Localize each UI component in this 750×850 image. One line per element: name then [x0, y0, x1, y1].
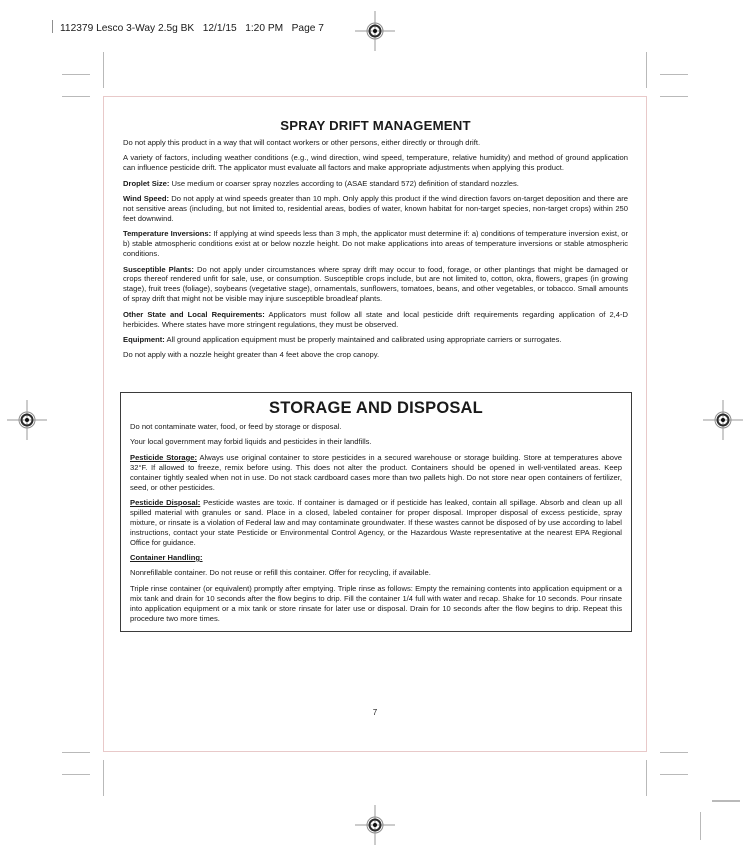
- storage-and-disposal-box: [120, 392, 632, 632]
- equipment-label: Equipment:: [123, 335, 165, 344]
- registration-center-dot: [373, 29, 377, 33]
- proof-header-slug: [52, 20, 324, 34]
- crop-mark-bottom-right-horizontal-lower: [660, 774, 688, 775]
- temperature-inversions-label: Temperature Inversions:: [123, 229, 212, 239]
- droplet-size-label: Droplet Size:: [123, 178, 170, 188]
- nonrefillable-paragraph: Nonrefillable container. Do not reuse or refill this container. Offer for recycling, if available.: [130, 568, 431, 578]
- pesticide-disposal-paragraph: [130, 498, 622, 548]
- landfills-paragraph: Your local government may forbid liquids and pesticides in their landfills.: [130, 437, 372, 447]
- equipment-text: All ground application equipment must be properly maintained and calibrated using appropriate carriers or surrogates.: [164, 335, 562, 344]
- other-state-paragraph: [123, 310, 628, 330]
- crop-mark-bottom-right-horizontal-upper: [660, 752, 688, 753]
- registration-center-dot: [721, 418, 725, 422]
- pesticide-storage-label: Pesticide Storage:: [130, 452, 198, 462]
- droplet-size-paragraph: [123, 179, 628, 189]
- droplet-size-text: Use medium or coarser spray nozzles according to (ASAE standard 572) definition of standard nozzles.: [169, 178, 519, 188]
- triple-rinse-paragraph: Triple rinse container (or equivalent) promptly after emptying. Triple rinse as follows: Empty the remaining contents into application equipment or a mix tank and drain for 10 seconds after the flow begins to drip. Fill the container 1/4 full with water and recap. Shake for 10 seconds. Pour rinsate into application equipment or a mix tank or store rinsate for later use or disposal. Drain for 10 seconds after the flow begins to drip. Repeat this procedure two more times.: [130, 583, 622, 623]
- susceptible-plants-text: Do not apply under circumstances where spray drift may occur to food, forage, or other plantings that might be damaged or crops thereof rendered unfit for sale, use, or consumption. Susceptible crops include, but are not limited to, cotton, okra, flowers, grapes (in growing stage), fruit trees (foliage), soybeans (vegetative stage), ornamentals, sunflowers, tomatoes, beans, and other vegetables, or tobacco. Small amounts of spray drift that might not be visible may injure susceptible broadleaf plants.: [123, 264, 628, 304]
- pesticide-disposal-label: Pesticide Disposal:: [130, 497, 201, 507]
- slug-rule: [52, 20, 53, 33]
- crop-mark-top-right-horizontal-upper: [660, 74, 688, 75]
- container-handling-heading: [130, 553, 622, 563]
- crop-mark-top-right-horizontal-lower: [660, 96, 688, 97]
- crop-mark-far-bottom-right-horizontal: [712, 800, 740, 802]
- crop-mark-bottom-left-horizontal-lower: [62, 774, 90, 775]
- crop-mark-bottom-right-vertical: [646, 760, 647, 796]
- crop-mark-top-left-horizontal-lower: [62, 96, 90, 97]
- spray-drift-section: [123, 118, 628, 360]
- registration-mark-top: [362, 18, 388, 44]
- contaminate-paragraph: Do not contaminate water, food, or feed by storage or disposal.: [130, 422, 342, 431]
- crop-mark-top-left-horizontal-upper: [62, 74, 90, 75]
- spray-drift-factors: A variety of factors, including weather conditions (e.g., wind direction, wind speed, temperature, relative humidity) and method of ground application can influence pesticide drift. The applicator must evaluate all factors and make appropriate adjustments when applying this product.: [123, 153, 628, 173]
- equipment-paragraph: [123, 335, 628, 345]
- susceptible-plants-label: Susceptible Plants:: [123, 264, 194, 274]
- page-number: 7: [372, 708, 378, 717]
- other-state-label: Other State and Local Requirements:: [123, 309, 265, 319]
- spray-drift-title: SPRAY DRIFT MANAGEMENT: [280, 118, 471, 133]
- pesticide-disposal-text: Pesticide wastes are toxic. If container is damaged or if pesticide has leaked, contain all spillage. Absorb and clean up all spilled material with granules or sand. Place in a closed, labeled container for proper disposal. Improper disposal of excess pesticide, spray mixture, or rinsate is a violation of Federal law and may contaminate groundwater. If these wastes cannot be disposed of by use according to label instructions, contact your state Pesticide or Environmental Control Agency, or the Hazardous Waste representative at the nearest EPA Regional Office for guidance.: [130, 497, 623, 547]
- crop-mark-top-right-vertical: [646, 52, 647, 88]
- wind-speed-label: Wind Speed:: [123, 194, 170, 204]
- container-handling-label: Container Handling:: [130, 552, 203, 562]
- proof-header-text: 112379 Lesco 3-Way 2.5g BK 12/1/15 1:20 PM Page 7: [60, 23, 324, 34]
- wind-speed-text: Do not apply at wind speeds greater than 10 mph. Only apply this product if the wind direction favors on-target deposition and there are not sensitive areas (including, but not limited to, residential areas, bodies of water, known habitat for non-target species, non-target crops) within 250 feet downwind.: [123, 194, 628, 223]
- other-state-text: Applicators must follow all state and local pesticide drift requirements regarding application of 2,4-D herbicides. Where states have more stringent regulations, they must be observed.: [123, 309, 629, 329]
- nozzle-height-paragraph: Do not apply with a nozzle height greater than 4 feet above the crop canopy.: [123, 350, 380, 360]
- temperature-inversions-text: If applying at wind speeds less than 3 mph, the applicator must determine if: a) conditions of temperature inversion exist, or b) stable atmospheric conditions exist at or below nozzle height. Do not make applications into areas of temperature inversions or stable atmospheric conditions.: [123, 229, 629, 259]
- crop-mark-bottom-left-vertical: [103, 760, 104, 796]
- pesticide-storage-paragraph: [130, 453, 622, 493]
- registration-center-dot: [25, 418, 29, 422]
- crop-mark-far-bottom-right-vertical: [700, 812, 701, 840]
- registration-center-dot: [373, 823, 377, 827]
- registration-mark-right: [710, 407, 736, 433]
- crop-mark-bottom-left-horizontal-upper: [62, 752, 90, 753]
- pesticide-storage-text: Always use original container to store pesticides in a secured warehouse or storage building. Store at temperatures above 32°F. If allowed to freeze, remix before using. This does not alter the product. Containers should be opened in well-ventilated areas. Keep container tightly sealed when not in use. Do not stack cardboard cases more than two pallets high. Do not store near open containers of fertilizer, seed, or other pesticides.: [130, 452, 622, 492]
- storage-disposal-title: STORAGE AND DISPOSAL: [269, 399, 483, 417]
- temperature-inversions-paragraph: [123, 229, 628, 259]
- registration-mark-left: [14, 407, 40, 433]
- spray-drift-intro: Do not apply this product in a way that will contact workers or other persons, either directly or through drift.: [123, 138, 481, 147]
- susceptible-plants-paragraph: [123, 265, 628, 305]
- registration-mark-bottom: [362, 812, 388, 838]
- wind-speed-paragraph: [123, 194, 628, 224]
- crop-mark-top-left-vertical: [103, 52, 104, 88]
